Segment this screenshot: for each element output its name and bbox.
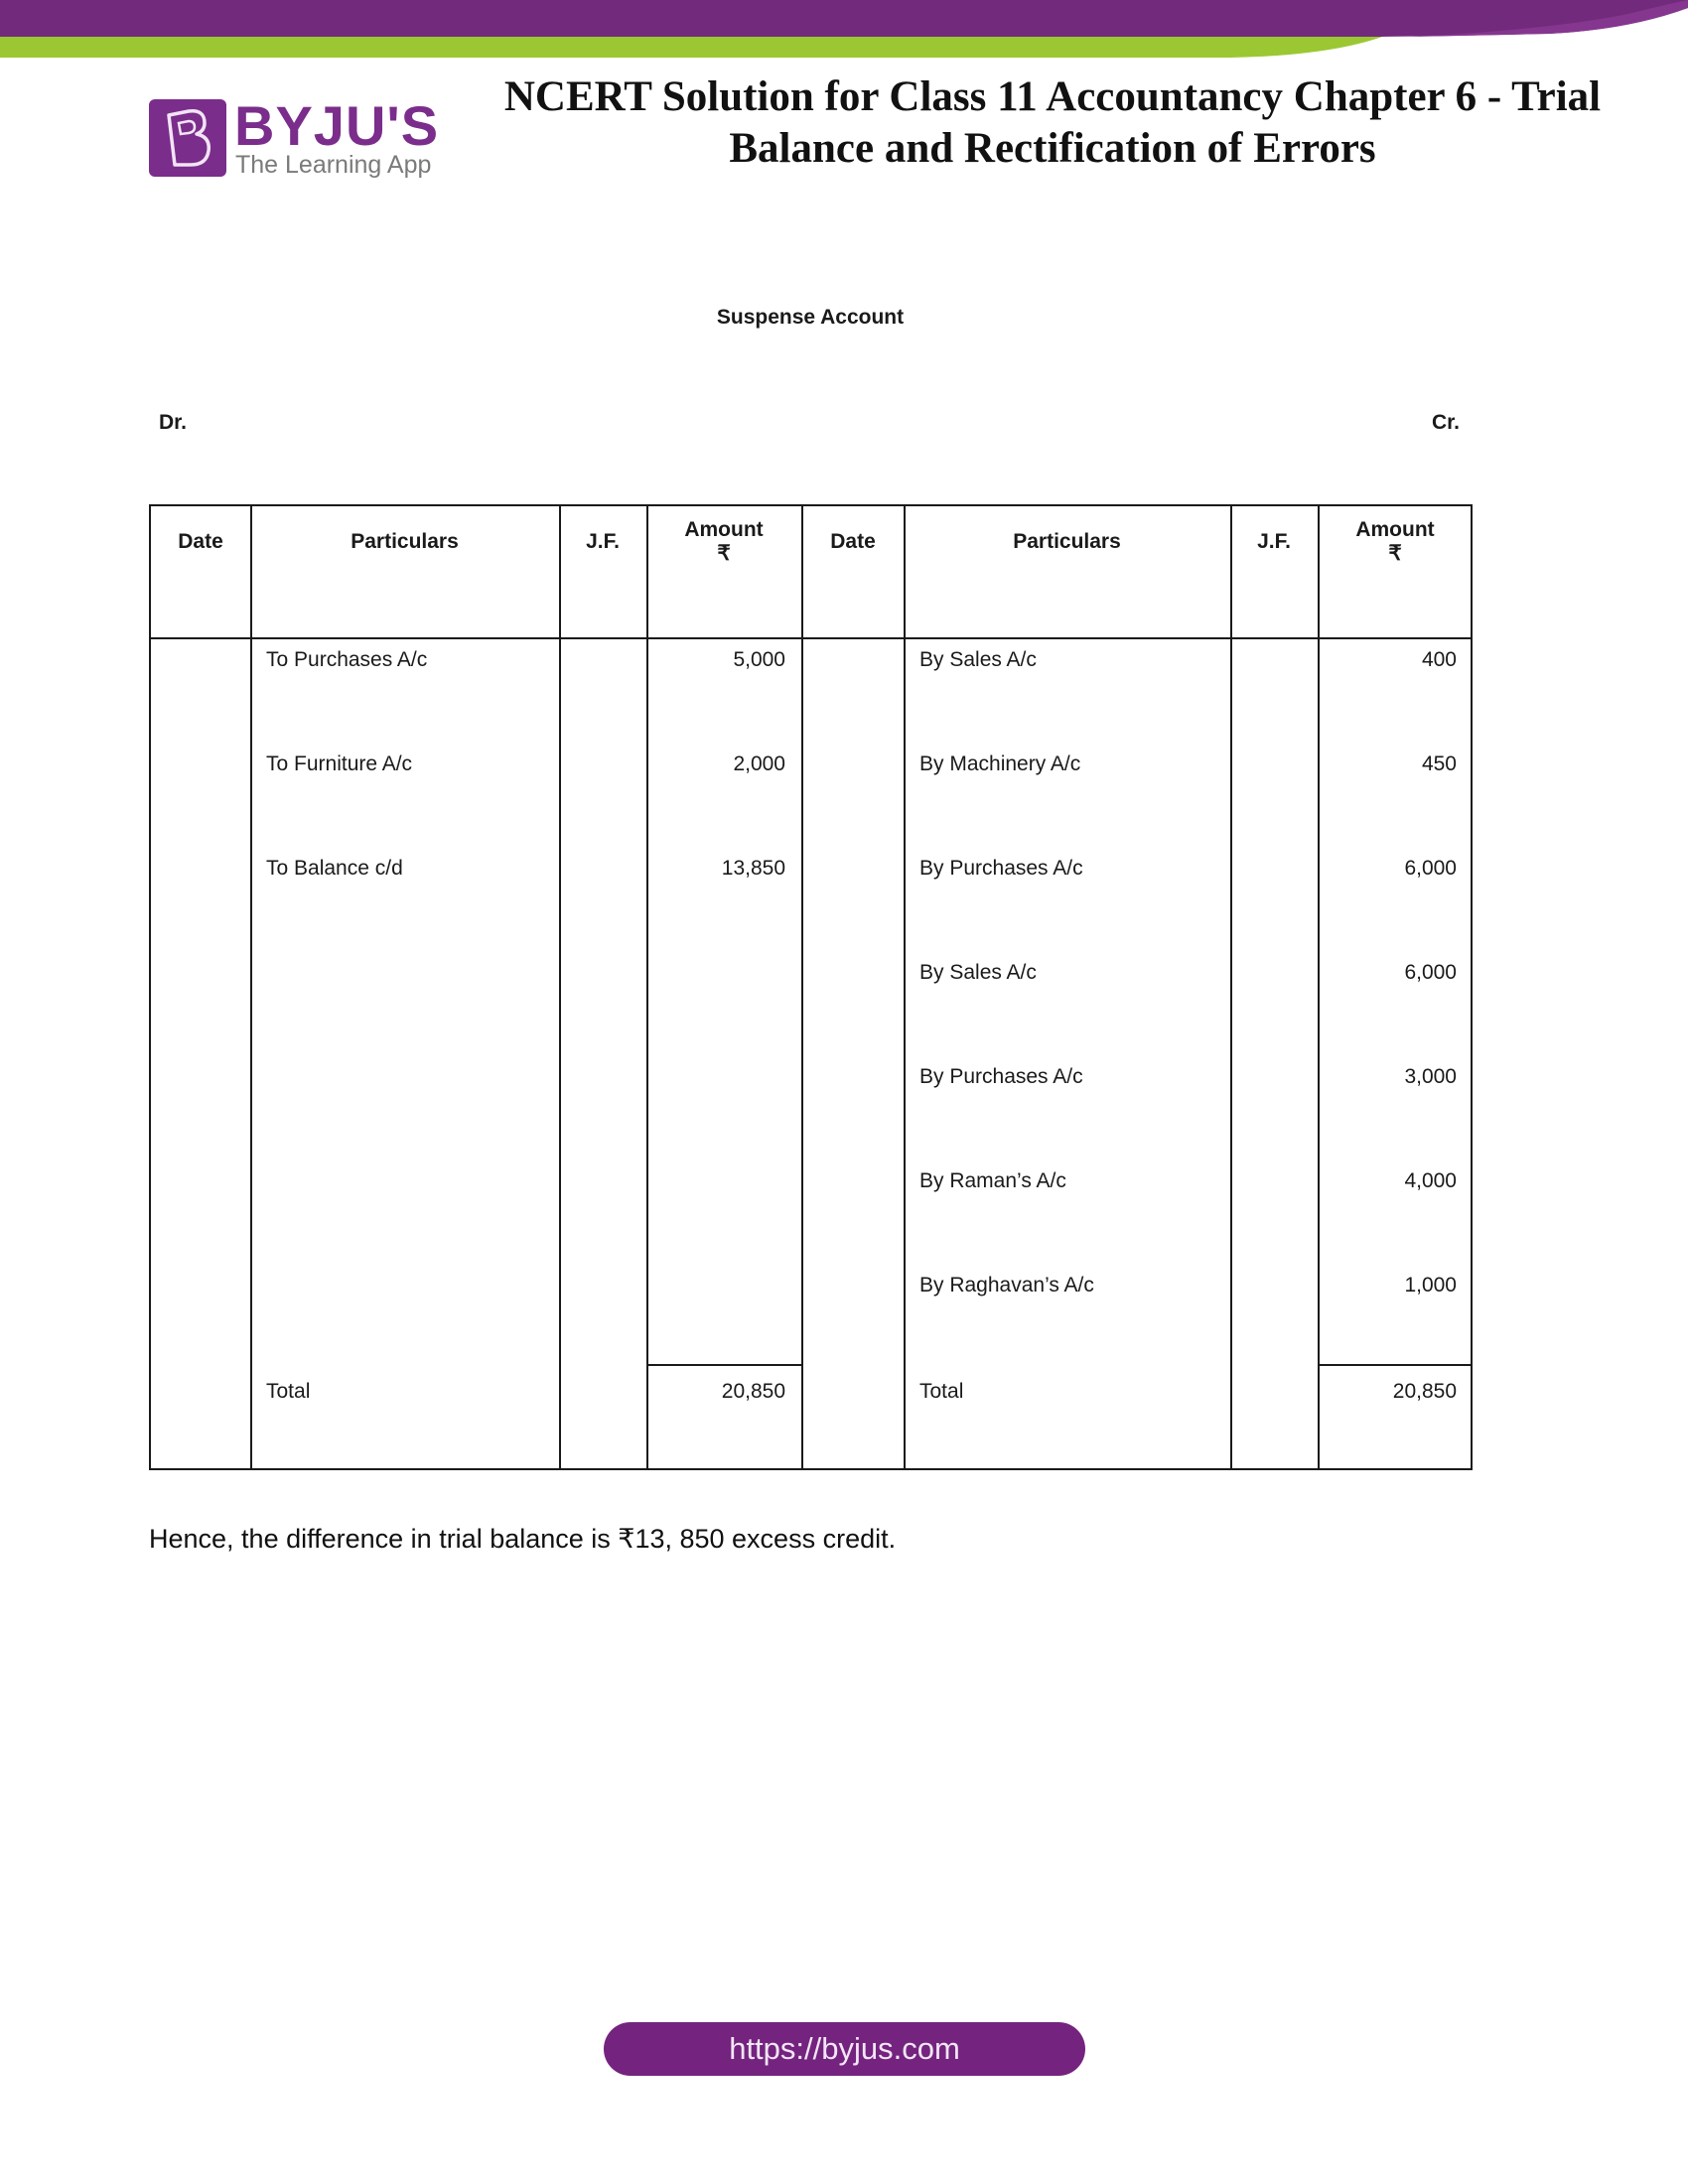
header-particulars-cr: Particulars	[1013, 530, 1121, 553]
header-divider	[151, 637, 1471, 639]
header-band	[0, 0, 1688, 69]
header-date-cr: Date	[830, 530, 876, 553]
credit-amount: 4,000	[1404, 1169, 1457, 1192]
col-divider	[904, 506, 906, 1468]
credit-particulars: By Raghavan’s A/c	[919, 1274, 1094, 1297]
purple-band	[0, 0, 1688, 37]
suspense-account-table	[149, 504, 1473, 1470]
header-jf-dr: J.F.	[586, 530, 620, 553]
header-amount-dr	[646, 518, 801, 566]
brand-tagline: The Learning App	[235, 151, 432, 179]
byjus-logo	[149, 94, 440, 181]
debit-total-label: Total	[266, 1380, 311, 1403]
rupee-icon: ₹	[1388, 542, 1402, 565]
col-divider	[559, 506, 561, 1468]
byjus-b-logo-icon	[149, 99, 226, 177]
credit-particulars: By Sales A/c	[919, 648, 1037, 671]
credit-label: Cr.	[1432, 411, 1461, 434]
byjus-link-button[interactable]: https://byjus.com	[604, 2022, 1085, 2076]
credit-amount: 1,000	[1404, 1274, 1457, 1297]
col-divider	[250, 506, 252, 1468]
header-amount-cr	[1318, 518, 1473, 566]
green-band	[0, 36, 1385, 58]
col-divider	[1230, 506, 1232, 1468]
debit-amount: 5,000	[733, 648, 785, 671]
credit-amount: 450	[1421, 752, 1457, 775]
conclusion-text: Hence, the difference in trial balance is ₹13, 850 excess credit.	[149, 1524, 897, 1554]
credit-particulars: By Sales A/c	[919, 961, 1037, 984]
brand-name: BYJU'S	[234, 94, 440, 157]
account-title: Suspense Account	[716, 306, 905, 329]
rupee-icon: ₹	[717, 542, 731, 565]
debit-total-amount: 20,850	[721, 1380, 785, 1403]
credit-amount: 6,000	[1404, 961, 1457, 984]
header-particulars-dr: Particulars	[351, 530, 459, 553]
debit-total-rule	[646, 1364, 801, 1366]
credit-total-rule	[1318, 1364, 1473, 1366]
debit-amount: 2,000	[733, 752, 785, 775]
header-amount-label: Amount	[1355, 518, 1435, 541]
credit-amount: 400	[1421, 648, 1457, 671]
debit-amount: 13,850	[721, 857, 785, 880]
credit-total-amount: 20,850	[1392, 1380, 1457, 1403]
credit-total-label: Total	[919, 1380, 964, 1403]
credit-particulars: By Machinery A/c	[919, 752, 1081, 775]
debit-particulars: To Purchases A/c	[266, 648, 428, 671]
credit-amount: 6,000	[1404, 857, 1457, 880]
debit-particulars: To Furniture A/c	[266, 752, 413, 775]
credit-particulars: By Purchases A/c	[919, 1065, 1083, 1088]
credit-amount: 3,000	[1404, 1065, 1457, 1088]
credit-particulars: By Raman’s A/c	[919, 1169, 1066, 1192]
page-title: NCERT Solution for Class 11 Accountancy Chapter 6 - Trial Balance and Rectification of Errors	[503, 73, 1602, 172]
col-divider	[801, 506, 803, 1468]
debit-label: Dr.	[159, 411, 188, 434]
header-date-dr: Date	[178, 530, 223, 553]
header-jf-cr: J.F.	[1257, 530, 1291, 553]
credit-particulars: By Purchases A/c	[919, 857, 1083, 880]
header-amount-label: Amount	[684, 518, 764, 541]
debit-particulars: To Balance c/d	[266, 857, 403, 880]
